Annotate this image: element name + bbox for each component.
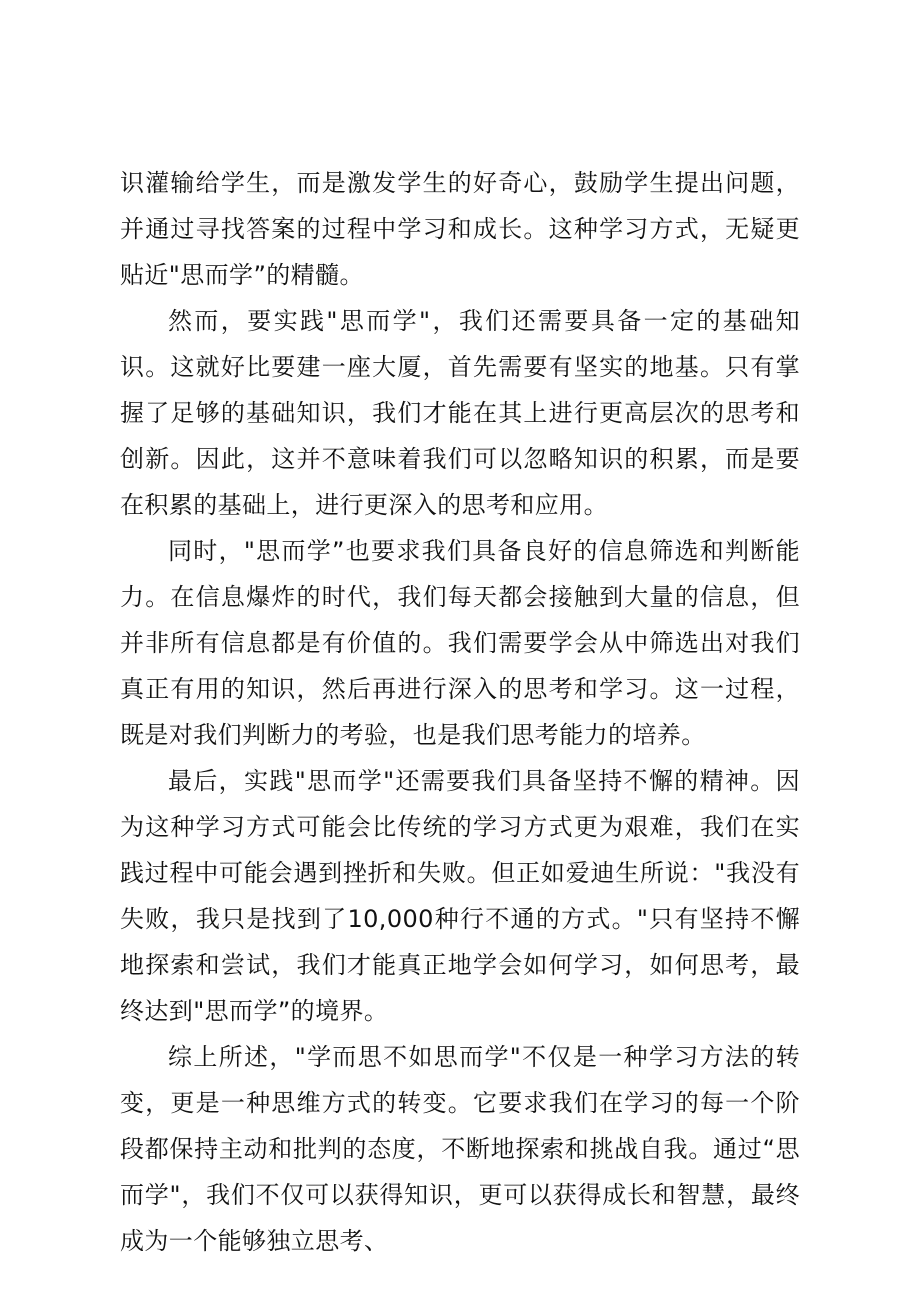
paragraph-3: 同时，"思而学”也要求我们具备良好的信息筛选和判断能力。在信息爆炸的时代，我们每天都会接触到大量的信息，但并非所有信息都是有价值的。我们需要学会从中筛选出对我们真正有用的知识，然后再进行深入的思考和学习。这一过程，既是对我们判断力的考验，也是我们思考能力的培养。: [120, 537, 800, 749]
document-body: [120, 160, 800, 1264]
paragraph-1: 识灌输给学生，而是激发学生的好奇心，鼓励学生提出问题，并通过寻找答案的过程中学习和成长。这种学习方式，无疑更贴近"思而学”的精髓。: [120, 169, 800, 289]
paragraph-2: 然而，要实践"思而学"，我们还需要具备一定的基础知识。这就好比要建一座大厦，首先需要有坚实的地基。只有掌握了足够的基础知识，我们才能在其上进行更高层次的思考和创新。因此，这并不意味着我们可以忽略知识的积累，而是要在积累的基础上，进行更深入的思考和应用。: [120, 307, 800, 519]
paragraph-4: 最后，实践"思而学"还需要我们具备坚持不懈的精神。因为这种学习方式可能会比传统的学习方式更为艰难，我们在实践过程中可能会遇到挫折和失败。但正如爱迪生所说："我没有失败，我只是找到了10,000种行不通的方式。"只有坚持不懈地探索和尝试，我们才能真正地学会如何学习，如何思考，最终达到"思而学”的境界。: [120, 767, 800, 1025]
paragraph-5: 综上所述，"学而思不如思而学"不仅是一种学习方法的转变，更是一种思维方式的转变。它要求我们在学习的每一个阶段都保持主动和批判的态度，不断地探索和挑战自我。通过“思而学"，我们不仅可以获得知识，更可以获得成长和智慧，最终成为一个能够独立思考、: [120, 1043, 800, 1255]
